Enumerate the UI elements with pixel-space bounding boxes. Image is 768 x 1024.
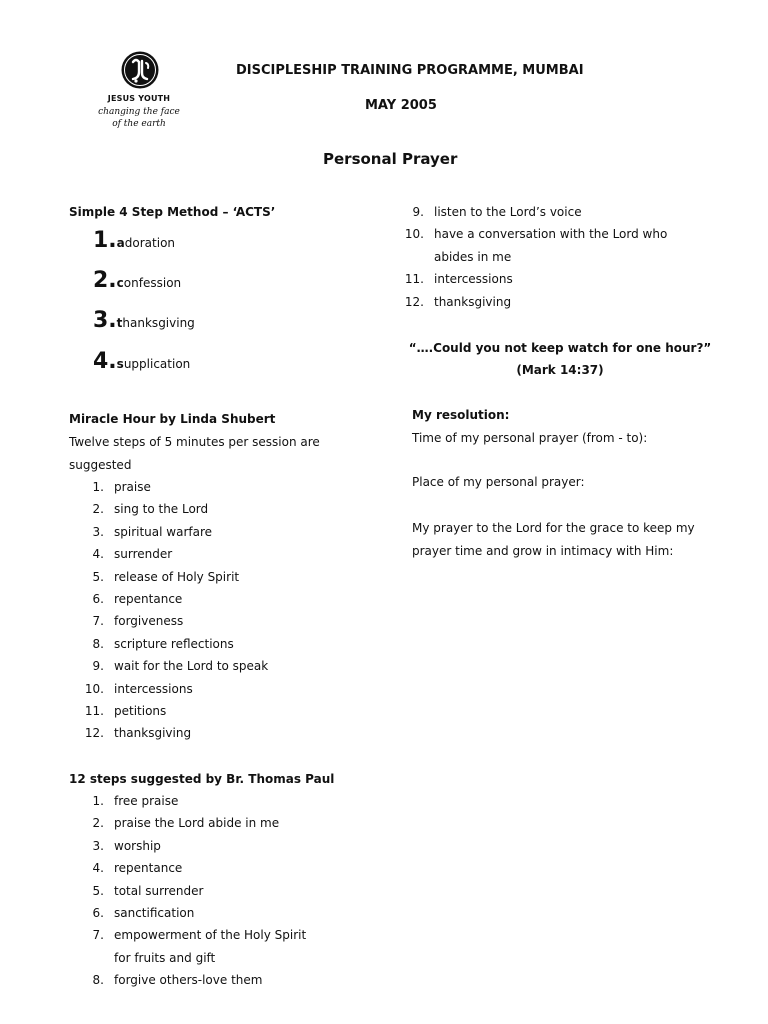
acts-word: onfession [123,276,182,290]
resolution-time: Time of my personal prayer (from - to): [412,431,648,445]
list-number: 12. [404,294,424,309]
thomas-paul-list-continued [400,201,700,313]
list-text: thanksgiving [434,294,512,309]
list-text: sanctification [114,906,195,921]
list-item [80,588,340,610]
list-text: empowerment of the Holy Spirit for fruits and gift [114,928,307,965]
list-item [80,498,340,520]
list-item [400,201,700,223]
list-number: 10. [84,681,104,696]
list-text: spiritual warfare [114,524,213,539]
acts-number: 4. [93,349,117,374]
acts-item [93,268,181,298]
org-name: JESUS YOUTH [107,94,171,103]
list-text: praise [114,480,151,494]
resolution-place: Place of my personal prayer: [412,475,585,489]
thomas-paul-list [80,790,320,992]
list-text: listen to the Lord’s voice [434,205,582,219]
list-item [80,969,320,991]
acts-word: hanksgiving [122,316,195,330]
list-item [80,790,320,812]
acts-item [93,308,195,338]
list-number: 4. [92,547,104,562]
list-item [80,812,320,834]
list-text: wait for the Lord to speak [114,659,269,674]
list-number: 7. [92,614,104,629]
list-item [80,566,340,588]
jesus-youth-logo [120,50,160,90]
miracle-hour-list [80,476,340,745]
page-heading: Personal Prayer [323,150,458,168]
list-item [80,655,340,677]
list-number: 5. [92,883,104,898]
list-text: forgiveness [114,614,184,629]
list-text: free praise [114,794,179,808]
org-tagline: changing the face of the earth [98,107,180,129]
list-item [80,610,340,632]
list-number: 3. [92,838,104,853]
list-text: forgive others-love them [114,973,263,988]
list-item [80,678,340,700]
list-item [80,835,320,857]
list-number: 6. [92,906,104,921]
resolution-prayer: My prayer to the Lord for the grace to keep my prayer time and grow in intimacy with Him: [412,521,695,558]
scripture-quote: “….Could you not keep watch for one hour?” [408,341,712,355]
list-number: 2. [92,502,104,517]
list-text: total surrender [114,883,204,898]
list-text: surrender [114,547,173,562]
resolution-title: My resolution: [412,408,510,422]
acts-word: doration [124,236,176,250]
list-number: 8. [92,636,104,651]
document-date: MAY 2005 [365,98,437,113]
scripture-reference: (Mark 14:37) [516,363,604,377]
list-number: 9. [92,659,104,674]
acts-item [93,349,190,379]
list-text: intercessions [434,272,513,287]
list-item [80,700,340,722]
list-item [400,268,700,290]
acts-initial: t [116,316,123,330]
list-number: 6. [92,592,104,607]
list-text: repentance [114,861,183,876]
miracle-hour-intro: Twelve steps of 5 minutes per session are suggested [69,435,320,472]
acts-number: 2. [93,268,117,293]
list-item [400,291,700,313]
list-item [80,633,340,655]
list-text: petitions [114,704,167,719]
list-number: 1. [92,794,104,808]
list-item [80,722,340,744]
document-title: DISCIPLESHIP TRAINING PROGRAMME, MUMBAI [236,63,584,78]
thomas-paul-title: 12 steps suggested by Br. Thomas Paul [69,772,335,786]
acts-number: 3. [93,308,117,333]
list-text: sing to the Lord [114,502,209,517]
list-text: thanksgiving [114,726,192,741]
list-item [80,521,340,543]
list-number: 10. [404,227,424,242]
list-text: praise the Lord abide in me [114,816,280,831]
list-number: 11. [404,272,424,287]
acts-title: Simple 4 Step Method – ‘ACTS’ [69,205,276,219]
list-number: 4. [92,861,104,876]
list-number: 2. [92,816,104,831]
list-item [80,902,320,924]
list-number: 11. [84,704,104,719]
list-number: 7. [92,928,104,943]
list-item [80,543,340,565]
acts-word: upplication [123,357,191,371]
list-number: 8. [92,973,104,988]
list-number: 12. [84,726,104,741]
acts-item [93,228,175,258]
list-text: scripture reflections [114,636,234,651]
list-number: 9. [412,205,424,219]
list-item [80,476,340,498]
list-text: intercessions [114,681,193,696]
miracle-hour-title: Miracle Hour by Linda Shubert [69,412,276,426]
list-text: repentance [114,592,183,607]
list-text: release of Holy Spirit [114,569,240,584]
acts-number: 1. [93,228,117,253]
list-item [80,880,320,902]
acts-initial: s [116,357,124,371]
list-item [80,924,320,969]
list-number: 3. [92,524,104,539]
acts-initial: a [116,236,125,250]
list-text: have a conversation with the Lord who abides in me [434,227,668,264]
acts-initial: c [116,276,124,290]
list-item [80,857,320,879]
list-number: 1. [92,480,104,494]
list-text: worship [114,838,161,853]
list-item [400,223,700,268]
list-number: 5. [92,569,104,584]
